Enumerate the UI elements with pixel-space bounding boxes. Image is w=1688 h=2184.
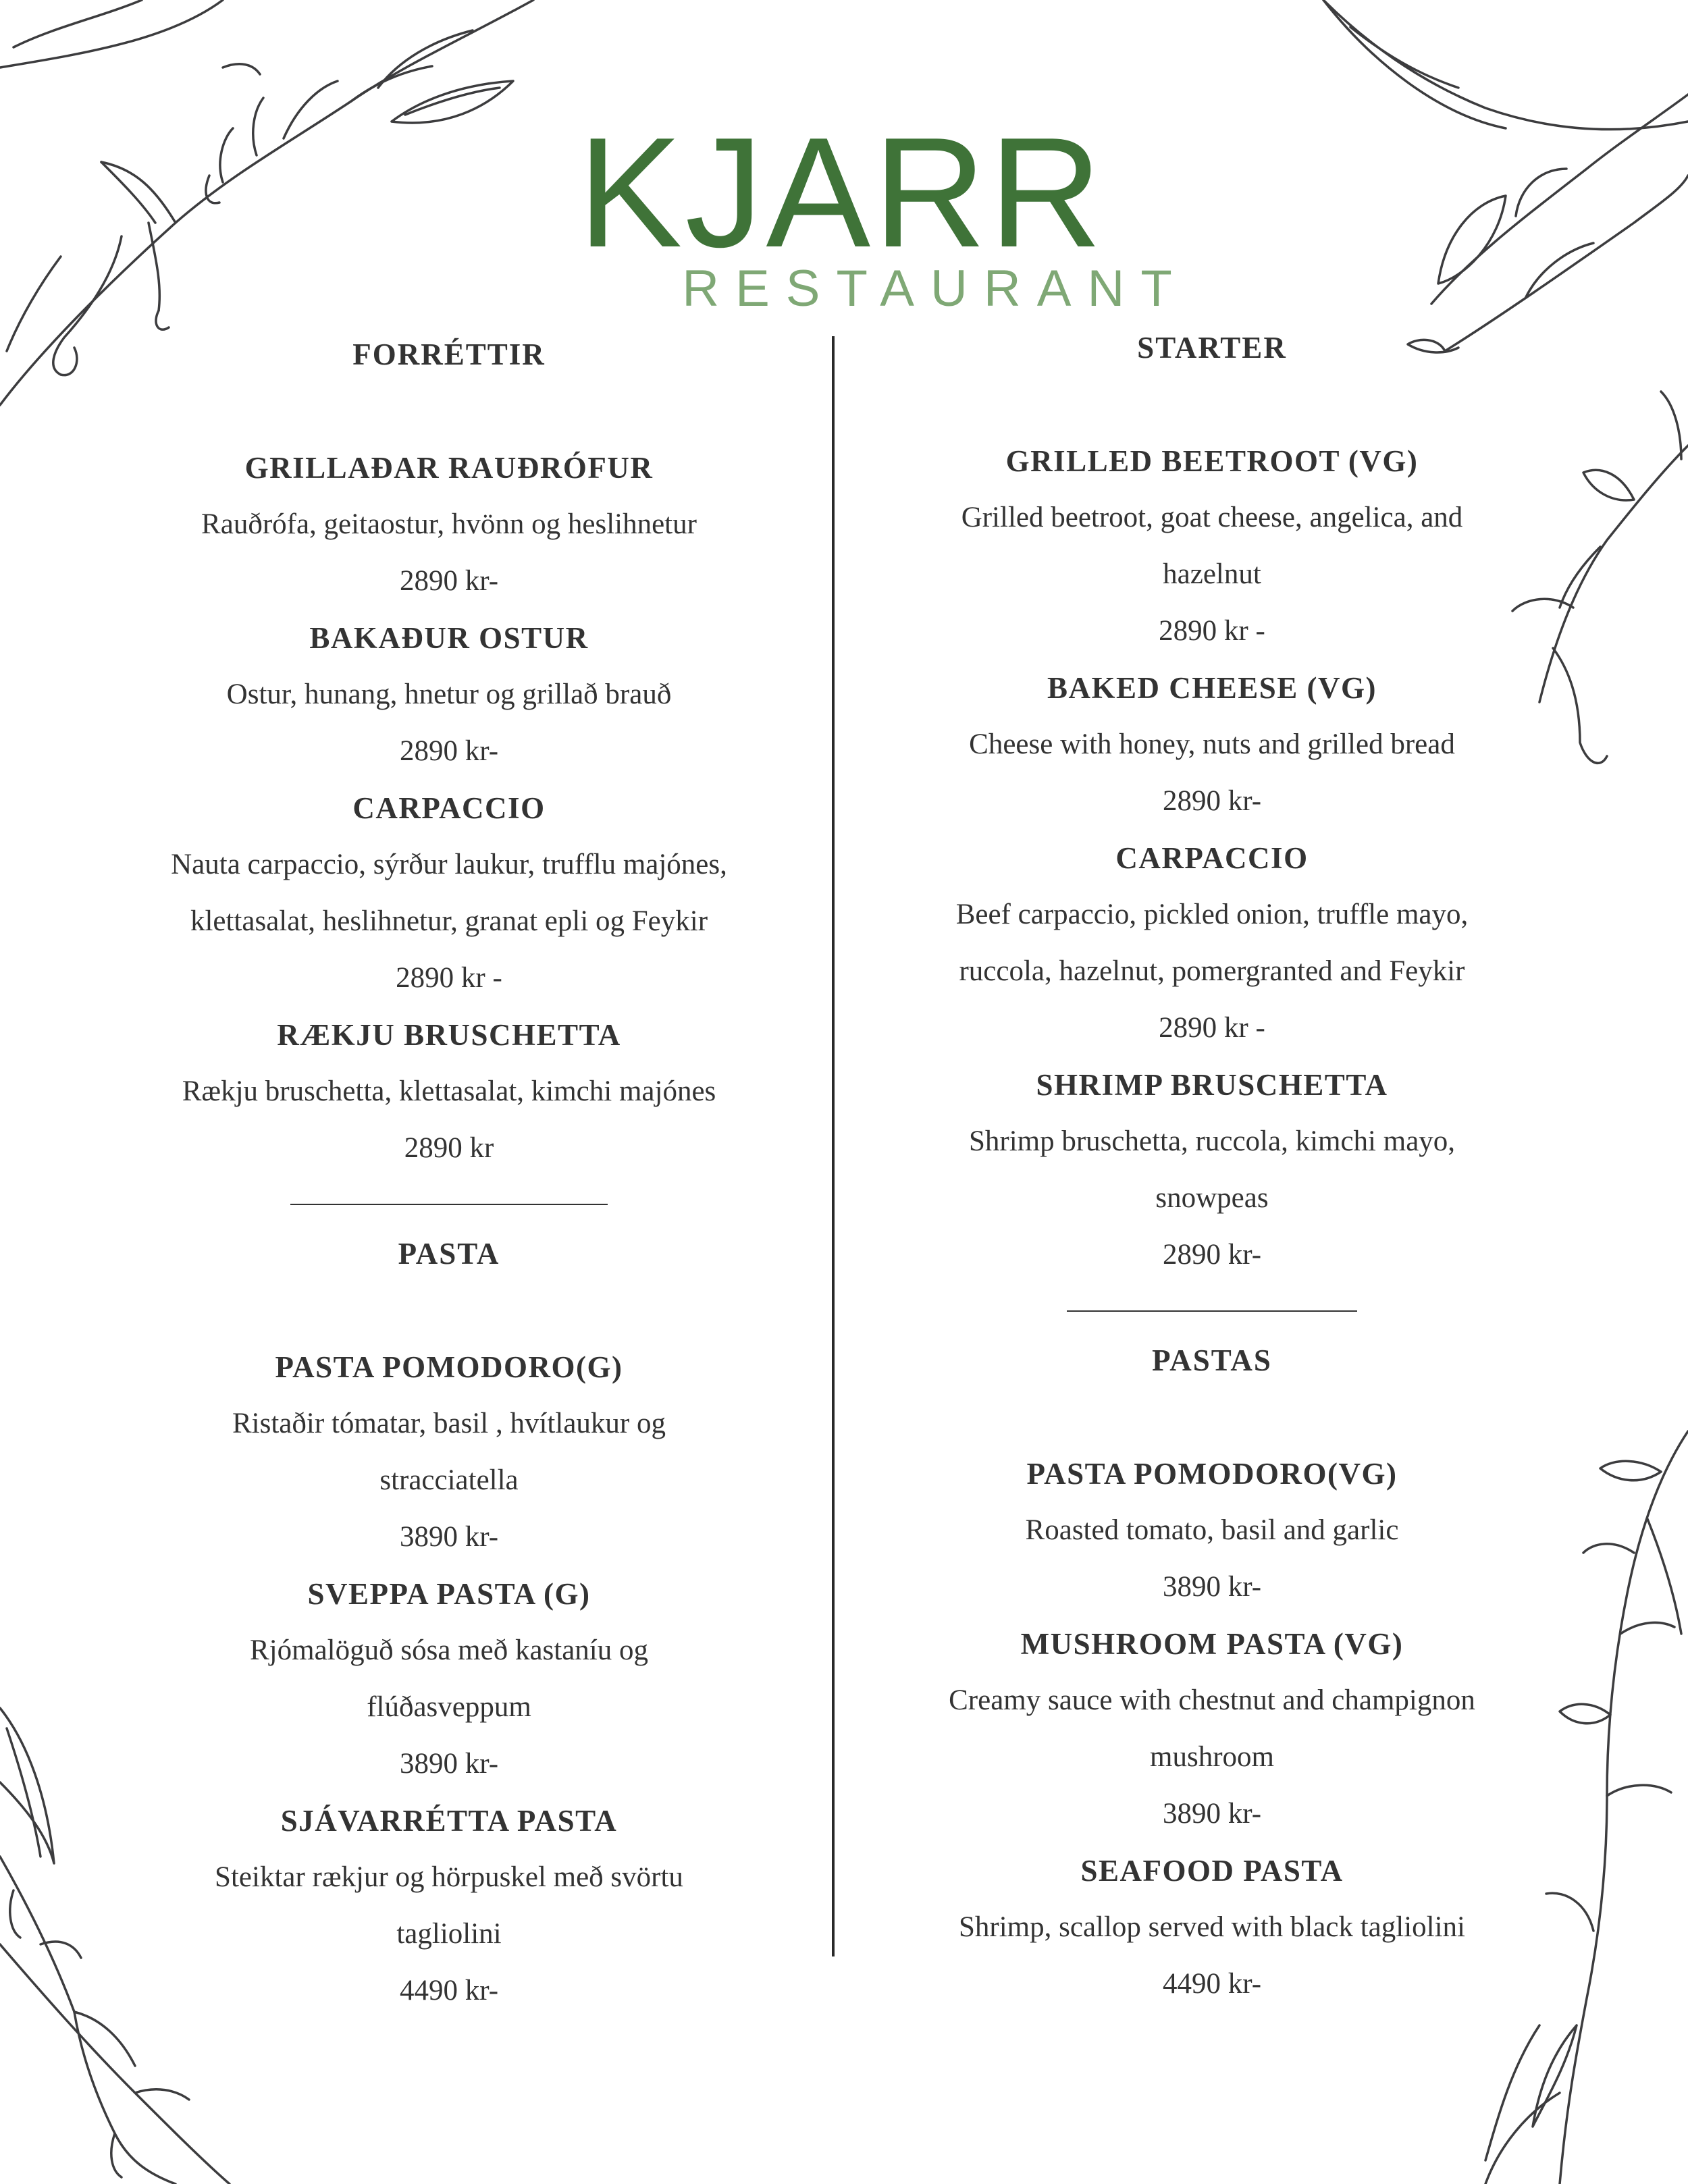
- menu-item-price: 3890 kr-: [399, 1748, 499, 1780]
- menu-item-description: klettasalat, heslihnetur, granat epli og Feykir: [190, 905, 708, 937]
- section-separator: [874, 1283, 1550, 1340]
- menu-item-price: 2890 kr-: [399, 735, 499, 767]
- menu-item-name: SEAFOOD PASTA: [1080, 1854, 1344, 1888]
- menu-item-description: Shrimp, scallop served with black tagliolini: [959, 1911, 1465, 1943]
- menu-item-price: 2890 kr -: [1159, 615, 1265, 647]
- menu-item: [874, 1842, 1550, 2013]
- restaurant-logo: [0, 105, 1688, 317]
- menu-item: [874, 433, 1550, 660]
- menu-item: [95, 780, 803, 1007]
- menu-item: [874, 830, 1550, 1057]
- section-heading-pasta: PASTA: [398, 1237, 500, 1271]
- menu-item-description: hazelnut: [1163, 558, 1261, 590]
- section-heading-starters: FORRÉTTIR: [352, 338, 546, 371]
- menu-item-name: SHRIMP BRUSCHETTA: [1036, 1068, 1388, 1102]
- menu-item-description: mushroom: [1150, 1741, 1274, 1773]
- menu-item: [874, 660, 1550, 830]
- menu-item-name: SVEPPA PASTA (G): [307, 1577, 591, 1611]
- menu-item-description: Grilled beetroot, goat cheese, angelica, and: [961, 502, 1463, 533]
- menu-item-price: 2890 kr-: [399, 565, 499, 597]
- menu-item-price: 3890 kr-: [399, 1521, 499, 1553]
- menu-item-name: SJÁVARRÉTTA PASTA: [280, 1804, 618, 1838]
- menu-item-description: Beef carpaccio, pickled onion, truffle mayo,: [955, 899, 1469, 930]
- menu-item-name: GRILLED BEETROOT (VG): [1005, 444, 1419, 478]
- menu-item-description: Shrimp bruschetta, ruccola, kimchi mayo,: [968, 1125, 1456, 1157]
- logo-subtitle: RESTAURANT: [682, 260, 1188, 317]
- menu-item: [95, 1339, 803, 1566]
- menu-item-price: 4490 kr-: [1162, 1968, 1262, 2000]
- menu-item-description: stracciatella: [379, 1464, 519, 1496]
- menu-item-description: tagliolini: [396, 1918, 502, 1950]
- menu-item-description: Ristaðir tómatar, basil , hvítlaukur og: [232, 1408, 666, 1439]
- menu-item-price: 2890 kr-: [1162, 785, 1262, 817]
- menu-item: [95, 440, 803, 610]
- menu-item-description: ruccola, hazelnut, pomergranted and Feykir: [959, 955, 1465, 987]
- menu-item: [95, 1566, 803, 1792]
- menu-item: [874, 1445, 1550, 1616]
- menu-item-price: 3890 kr-: [1162, 1571, 1262, 1603]
- menu-item-name: GRILLAÐAR RAUÐRÓFUR: [244, 451, 654, 485]
- section-separator: [95, 1177, 803, 1233]
- menu-item-description: Steiktar rækjur og hörpuskel með svörtu: [215, 1861, 683, 1893]
- menu-item-description: snowpeas: [1155, 1182, 1269, 1214]
- menu-item-name: MUSHROOM PASTA (VG): [1020, 1627, 1404, 1661]
- menu-item-name: CARPACCIO: [352, 791, 546, 825]
- menu-item-description: Cheese with honey, nuts and grilled bread: [969, 728, 1455, 760]
- menu-item: [95, 610, 803, 780]
- menu-item-price: 2890 kr-: [1162, 1239, 1262, 1271]
- menu-item-name: BAKAÐUR OSTUR: [309, 621, 589, 655]
- menu-item-description: flúðasveppum: [367, 1691, 531, 1723]
- menu-item: [95, 1792, 803, 2019]
- menu-item-name: PASTA POMODORO(VG): [1026, 1457, 1398, 1491]
- menu-item-price: 2890 kr: [404, 1132, 494, 1164]
- menu-item-price: 2890 kr -: [396, 962, 502, 994]
- section-heading-starters: STARTER: [1137, 331, 1287, 365]
- menu-item-name: CARPACCIO: [1115, 841, 1309, 875]
- menu-item-price: 4490 kr-: [399, 1975, 499, 2006]
- menu-column-icelandic: [95, 334, 803, 2019]
- menu-item: [874, 1057, 1550, 1283]
- menu-item-description: Rauðrófa, geitaostur, hvönn og heslihnetur: [201, 508, 697, 540]
- menu-item-name: BAKED CHEESE (VG): [1047, 671, 1377, 705]
- menu-item-description: Rjómalöguð sósa með kastaníu og: [250, 1634, 648, 1666]
- menu-item: [95, 1007, 803, 1177]
- column-divider: [832, 336, 835, 1956]
- menu-item-description: Creamy sauce with chestnut and champignon: [949, 1684, 1475, 1716]
- logo-title: KJARR: [577, 105, 1105, 280]
- menu-item-price: 2890 kr -: [1159, 1012, 1265, 1044]
- menu-item-price: 3890 kr-: [1162, 1798, 1262, 1830]
- menu-item: [874, 1616, 1550, 1842]
- menu-column-english: [874, 327, 1550, 2013]
- section-heading-pasta: PASTAS: [1152, 1343, 1272, 1377]
- menu-item-description: Ostur, hunang, hnetur og grillað brauð: [226, 678, 672, 710]
- menu-item-name: RÆKJU BRUSCHETTA: [277, 1018, 621, 1052]
- menu-item-description: Nauta carpaccio, sýrður laukur, trufflu majónes,: [171, 849, 727, 880]
- menu-item-description: Roasted tomato, basil and garlic: [1025, 1514, 1399, 1546]
- menu-item-name: PASTA POMODORO(G): [275, 1350, 623, 1384]
- menu-item-description: Rækju bruschetta, klettasalat, kimchi majónes: [182, 1075, 716, 1107]
